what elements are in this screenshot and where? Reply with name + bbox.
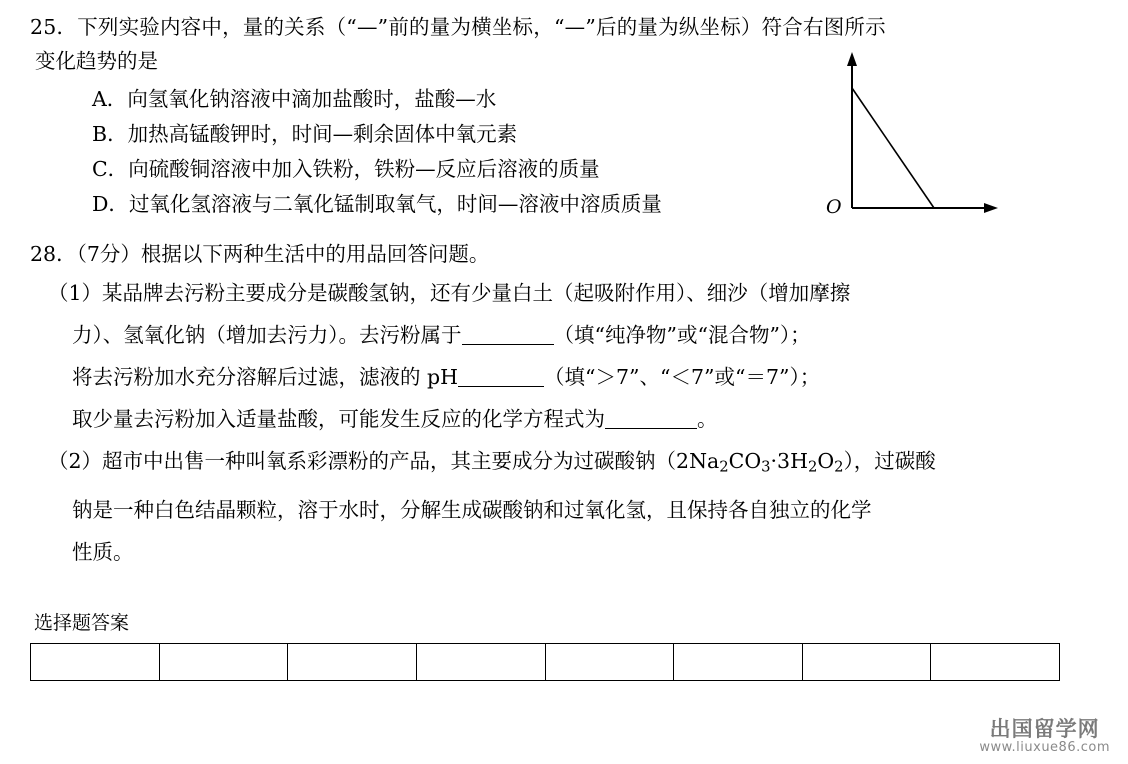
part2-line1-text-a: 超市中出售一种叫氧系彩漂粉的产品，其主要成分为过碳酸钠（2Na [102, 449, 720, 473]
choice-a-text: 向氢氧化钠溶液中滴加盐酸时，盐酸—水 [127, 87, 497, 111]
part1-label: （1） [48, 281, 103, 305]
choice-c[interactable] [92, 152, 772, 187]
question-25-figure [820, 48, 1010, 228]
formula-sub-3: 2 [807, 458, 818, 476]
part1-line3-text-b: （填“＞7”、“＜7”或“＝7”）； [544, 365, 821, 389]
choice-d-text: 过氧化氢溶液与二氧化锰制取氧气，时间—溶液中溶质质量 [128, 192, 662, 216]
part1-line4-text-a: 取少量去污粉加入适量盐酸，可能发生反应的化学方程式为 [72, 407, 605, 431]
answer-cell-3[interactable] [288, 643, 417, 680]
answer-cell-4[interactable] [416, 643, 545, 680]
question-28-heading: 28．（7分）根据以下两种生活中的用品回答问题。 [30, 242, 490, 266]
formula-sub-4: 2 [834, 458, 844, 476]
part2-label: （2） [48, 449, 103, 473]
answer-cell-8[interactable] [931, 643, 1060, 680]
answer-table [30, 643, 1060, 681]
question-25-choices [30, 82, 772, 222]
answer-cell-1[interactable] [31, 643, 160, 680]
formula-sub-1: 2 [719, 458, 729, 476]
part2-line1-text-b: CO [728, 449, 762, 473]
graph-origin-label: O [826, 196, 842, 218]
part1-line1-text: 某品牌去污粉主要成分是碳酸氢钠，还有少量白土（起吸附作用）、细沙（增加摩擦 [102, 281, 851, 305]
choice-b-letter: B． [92, 122, 128, 146]
blank-field-3[interactable] [605, 428, 697, 429]
answer-cell-2[interactable] [159, 643, 288, 680]
question-25 [30, 10, 1092, 222]
choice-c-letter: C． [92, 157, 129, 181]
table-row [31, 643, 1060, 680]
watermark-main-text: 出国留学网 [989, 716, 1100, 741]
part1-line3-text-a: 将去污粉加水充分溶解后过滤，滤液的 pH [72, 365, 459, 389]
part1-line3 [48, 356, 1092, 398]
answer-cell-5[interactable] [545, 643, 674, 680]
part2-line1-text-c: ·3H [770, 449, 808, 473]
question-25-stem-line2: 变化趋势的是 [35, 49, 158, 73]
part2-line3: 性质。 [72, 539, 134, 564]
part1-line1 [48, 272, 1092, 314]
graph-svg [820, 48, 1010, 228]
question-28 [30, 236, 1092, 573]
part2-line1-text-e: ），过碳酸 [843, 449, 936, 473]
choice-a-letter: A． [92, 87, 128, 111]
answer-cell-6[interactable] [674, 643, 803, 680]
part1-line4-text-b: 。 [697, 407, 718, 431]
blank-field-1[interactable] [462, 344, 554, 345]
choice-d[interactable] [92, 187, 772, 222]
formula-sub-2: 3 [761, 458, 771, 476]
question-25-stem-text1: 下列实验内容中，量的关系（“—”前的量为横坐标，“—”后的量为纵坐标）符合右图所示 [77, 15, 886, 39]
answer-cell-7[interactable] [802, 643, 931, 680]
choice-b[interactable] [92, 117, 772, 152]
part2-line2: 钠是一种白色结晶颗粒，溶于水时，分解生成碳酸钠和过氧化氢，且保持各自独立的化学 [72, 497, 872, 522]
part2-line1-text-d: O [817, 449, 835, 473]
answer-section-label: 选择题答案 [34, 611, 130, 634]
question-28-part2 [30, 440, 1092, 573]
question-28-part1 [30, 272, 1092, 440]
part2-line1 [48, 440, 1092, 489]
watermark-url: www.liuxue86.com [979, 740, 1110, 756]
part1-line2-text-b: （填“纯净物”或“混合物”）； [553, 323, 811, 347]
choice-a[interactable] [92, 82, 772, 117]
question-25-stem-line1 [30, 10, 1092, 44]
choice-c-text: 向硫酸铜溶液中加入铁粉，铁粉—反应后溶液的质量 [128, 157, 600, 181]
part1-line2-text-a: 力）、氢氧化钠（增加去污力）。去污粉属于 [72, 323, 462, 347]
part1-line4 [48, 398, 1092, 440]
blank-field-2[interactable] [458, 386, 544, 387]
choice-b-text: 加热高锰酸钾时，时间—剩余固体中氧元素 [127, 122, 518, 146]
watermark [979, 717, 1110, 756]
part1-line2 [48, 314, 1092, 356]
choice-d-letter: D． [92, 192, 129, 216]
question-25-number: 25． [30, 15, 78, 39]
